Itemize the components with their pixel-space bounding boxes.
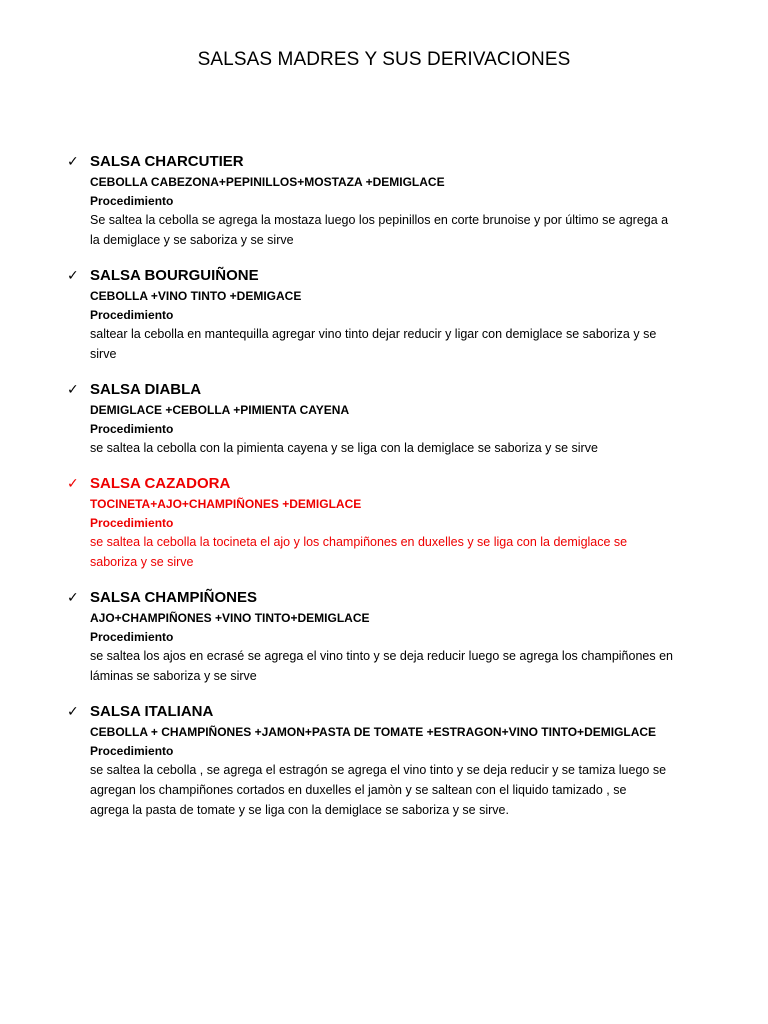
- sauce-section: [67, 588, 727, 686]
- sauce-ingredients: TOCINETA+AJO+CHAMPIÑONES +DEMIGLACE: [90, 497, 362, 511]
- procedure-label: Procedimiento: [90, 194, 174, 208]
- checkmark-icon: ✓: [67, 154, 79, 170]
- procedure-text: [90, 210, 727, 250]
- procedure-label: Procedimiento: [90, 516, 174, 530]
- procedure-label: Procedimiento: [90, 630, 174, 644]
- procedure-text: [90, 646, 727, 686]
- sauce-title: SALSA DIABLA: [90, 381, 202, 398]
- procedure-line: se saltea la cebolla , se agrega el estragón se agrega el vino tinto y se deja reducir y se tamiza luego se: [90, 763, 667, 777]
- checkmark-icon: ✓: [67, 476, 79, 492]
- procedure-line: saboriza y se sirve: [90, 555, 194, 569]
- sauce-title: SALSA ITALIANA: [90, 703, 214, 720]
- sauce-title: SALSA CAZADORA: [90, 475, 231, 492]
- sauce-list: [67, 152, 727, 836]
- procedure-line: agrega la pasta de tomate y se liga con la demiglace se saboriza y se sirve.: [90, 803, 509, 817]
- sauce-title: SALSA BOURGUIÑONE: [90, 267, 259, 284]
- sauce-ingredients: AJO+CHAMPIÑONES +VINO TINTO+DEMIGLACE: [90, 611, 370, 625]
- procedure-line: saltear la cebolla en mantequilla agregar vino tinto dejar reducir y ligar con demiglace se saboriza y se: [90, 327, 657, 341]
- procedure-line: se saltea los ajos en ecrasé se agrega el vino tinto y se deja reducir luego se agrega los champiñones en: [90, 649, 673, 663]
- checkmark-icon: ✓: [67, 382, 79, 398]
- procedure-line: Se saltea la cebolla se agrega la mostaza luego los pepinillos en corte brunoise y por último se agrega a: [90, 213, 669, 227]
- procedure-line: sirve: [90, 347, 117, 361]
- procedure-text: [90, 438, 727, 458]
- checkmark-icon: ✓: [67, 704, 79, 720]
- sauce-section: [67, 152, 727, 250]
- document-title: SALSAS MADRES Y SUS DERIVACIONES: [197, 49, 571, 70]
- sauce-section: [67, 266, 727, 364]
- sauce-section-highlighted: [67, 474, 727, 572]
- checkmark-icon: ✓: [67, 268, 79, 284]
- sauce-ingredients: DEMIGLACE +CEBOLLA +PIMIENTA CAYENA: [90, 403, 350, 417]
- procedure-label: Procedimiento: [90, 422, 174, 436]
- procedure-text: [90, 324, 727, 364]
- sauce-ingredients: CEBOLLA +VINO TINTO +DEMIGACE: [90, 289, 302, 303]
- procedure-line: se saltea la cebolla la tocineta el ajo y los champiñones en duxelles y se liga con la demiglace se: [90, 535, 628, 549]
- procedure-line: agregan los champiñones cortados en duxelles el jamòn y se saltean con el liquido tamizado , se: [90, 783, 627, 797]
- procedure-line: se saltea la cebolla con la pimienta cayena y se liga con la demiglace se saboriza y se sirve: [90, 441, 598, 455]
- sauce-section: [67, 702, 727, 820]
- sauce-title: SALSA CHARCUTIER: [90, 153, 244, 170]
- procedure-line: la demiglace y se saboriza y se sirve: [90, 233, 294, 247]
- sauce-section: [67, 380, 727, 458]
- procedure-text: [90, 760, 727, 820]
- sauce-ingredients: CEBOLLA + CHAMPIÑONES +JAMON+PASTA DE TOMATE +ESTRAGON+VINO TINTO+DEMIGLACE: [90, 725, 657, 739]
- procedure-label: Procedimiento: [90, 308, 174, 322]
- sauce-title: SALSA CHAMPIÑONES: [90, 589, 257, 606]
- sauce-ingredients: CEBOLLA CABEZONA+PEPINILLOS+MOSTAZA +DEMIGLACE: [90, 175, 445, 189]
- procedure-label: Procedimiento: [90, 744, 174, 758]
- checkmark-icon: ✓: [67, 590, 79, 606]
- procedure-text: [90, 532, 727, 572]
- procedure-line: láminas se saboriza y se sirve: [90, 669, 257, 683]
